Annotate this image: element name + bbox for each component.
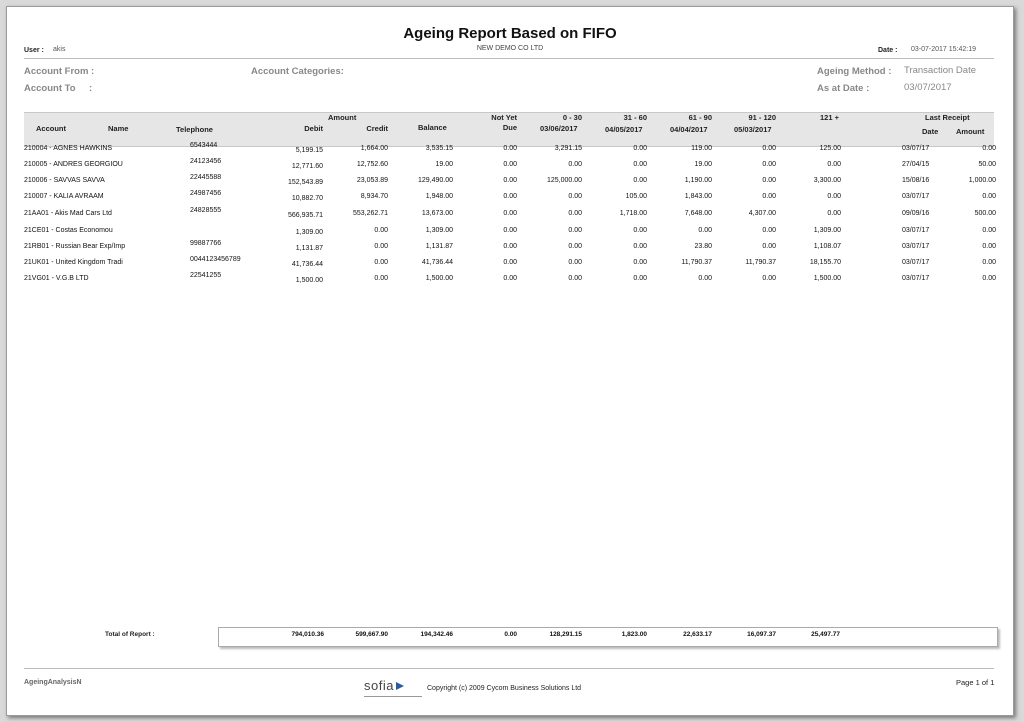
- cell-tel: 22541255: [190, 272, 222, 279]
- cell-b3: 0.00: [698, 227, 712, 234]
- cell-balance: 129,490.00: [417, 177, 453, 184]
- cell-credit: 553,262.71: [352, 210, 388, 217]
- cell-b1: 0.00: [568, 275, 582, 282]
- cell-b2: 0.00: [633, 227, 647, 234]
- cell-tel: 24987456: [190, 190, 222, 197]
- cell-b5: 0.00: [827, 161, 841, 168]
- cell-b1: 0.00: [568, 227, 582, 234]
- col-bucket-61-90: 61 - 90: [688, 113, 712, 122]
- date-value: 03-07-2017 15:42:19: [911, 46, 976, 53]
- cell-balance: 1,309.00: [425, 227, 453, 234]
- cell-lramount: 0.00: [982, 259, 996, 266]
- col-bucket-91-120: 91 - 120: [748, 113, 776, 122]
- cell-b5: 3,300.00: [813, 177, 841, 184]
- cell-b1: 0.00: [568, 210, 582, 217]
- cell-b3: 1,843.00: [684, 193, 712, 200]
- cell-b3: 11,790.37: [681, 259, 712, 266]
- report-name: AgeingAnalysisN: [24, 679, 82, 686]
- cell-tel: 0044123456789: [190, 256, 241, 263]
- cell-account: 210004 - AGNES HAWKINS: [24, 145, 113, 152]
- cell-account: 210007 - KALIA AVRAAM: [24, 193, 104, 200]
- cell-debit: 5,199.15: [295, 147, 323, 154]
- cell-lramount: 1,000.00: [968, 177, 996, 184]
- cell-credit: 1,664.00: [360, 145, 388, 152]
- total-b4: 16,097.37: [747, 631, 776, 638]
- cell-debit: 41,736.44: [291, 261, 323, 268]
- cell-b2: 1,718.00: [619, 210, 647, 217]
- cell-b1: 3,291.15: [554, 145, 582, 152]
- cell-b4: 0.00: [762, 227, 776, 234]
- col-bucket-31-60-date: 04/05/2017: [605, 125, 643, 134]
- col-bucket-0-30: 0 - 30: [562, 113, 582, 122]
- cell-notdue: 0.00: [503, 227, 517, 234]
- cell-balance: 1,500.00: [425, 275, 453, 282]
- cell-b5: 0.00: [827, 210, 841, 217]
- cell-lrdate: 27/04/15: [902, 161, 930, 168]
- cell-b5: 1,309.00: [813, 227, 841, 234]
- cell-debit: 12,771.60: [291, 163, 323, 170]
- col-last-receipt-date: Date: [922, 127, 939, 136]
- col-due: Due: [502, 123, 517, 132]
- footer-divider: [24, 668, 994, 669]
- user-value: akis: [53, 46, 66, 53]
- account-from-label: Account From :: [24, 66, 95, 77]
- cell-b4: 4,307.00: [748, 210, 776, 217]
- cell-credit: 0.00: [374, 275, 388, 282]
- cell-lramount: 50.00: [978, 161, 996, 168]
- cell-b5: 125.00: [819, 145, 841, 152]
- report-page: [6, 6, 1014, 716]
- total-b1: 128,291.15: [549, 631, 582, 638]
- cell-credit: 23,053.89: [356, 177, 388, 184]
- cell-b5: 0.00: [827, 193, 841, 200]
- col-not-yet: Not Yet: [491, 113, 517, 122]
- cell-balance: 13,673.00: [421, 210, 453, 217]
- report-title: Ageing Report Based on FIFO: [403, 25, 617, 42]
- col-credit: Credit: [366, 124, 388, 133]
- total-label: Total of Report :: [105, 631, 155, 638]
- cell-debit: 1,309.00: [295, 229, 323, 236]
- cell-tel: 24123456: [190, 158, 222, 165]
- cell-lrdate: 03/07/17: [902, 259, 930, 266]
- cell-lramount: 0.00: [982, 275, 996, 282]
- cell-notdue: 0.00: [503, 193, 517, 200]
- cell-balance: 1,131.87: [425, 243, 453, 250]
- col-telephone: Telephone: [176, 125, 213, 134]
- cell-b5: 1,500.00: [813, 275, 841, 282]
- cell-b4: 11,790.37: [745, 259, 776, 266]
- cell-b4: 0.00: [762, 145, 776, 152]
- cell-b4: 0.00: [762, 161, 776, 168]
- cell-debit: 1,500.00: [295, 277, 323, 284]
- total-debit: 794,010.36: [291, 631, 324, 638]
- cell-lrdate: 03/07/17: [902, 145, 930, 152]
- col-bucket-61-90-date: 04/04/2017: [670, 125, 708, 134]
- cell-b2: 105.00: [625, 193, 647, 200]
- cell-b2: 0.00: [633, 161, 647, 168]
- col-account: Account: [36, 124, 66, 133]
- cell-tel: 24828555: [190, 207, 222, 214]
- cell-lrdate: 15/08/16: [902, 177, 930, 184]
- page-number: Page 1 of 1: [956, 678, 995, 687]
- account-to-colon: :: [89, 83, 93, 94]
- cell-b5: 1,108.07: [813, 243, 841, 250]
- total-b3: 22,633.17: [683, 631, 712, 638]
- ageing-method-label: Ageing Method :: [817, 66, 892, 77]
- cell-notdue: 0.00: [503, 161, 517, 168]
- total-b2: 1,823.00: [621, 631, 647, 638]
- cell-b1: 0.00: [568, 161, 582, 168]
- col-amount: Amount: [328, 113, 357, 122]
- ageing-method-value: Transaction Date: [904, 65, 976, 76]
- cell-notdue: 0.00: [503, 259, 517, 266]
- cell-b2: 0.00: [633, 275, 647, 282]
- cell-credit: 0.00: [374, 227, 388, 234]
- cell-tel: 22445588: [190, 174, 222, 181]
- cell-lramount: 500.00: [974, 210, 996, 217]
- cell-credit: 0.00: [374, 243, 388, 250]
- cell-account: 21AA01 - Akis Mad Cars Ltd: [24, 210, 112, 217]
- cell-notdue: 0.00: [503, 210, 517, 217]
- cell-b4: 0.00: [762, 275, 776, 282]
- cell-b1: 0.00: [568, 243, 582, 250]
- company-name: NEW DEMO CO LTD: [476, 45, 544, 52]
- sofia-logo: [364, 677, 422, 697]
- cell-b2: 0.00: [633, 243, 647, 250]
- cell-b1: 125,000.00: [546, 177, 582, 184]
- cell-b3: 23.80: [694, 243, 712, 250]
- cell-b4: 0.00: [762, 243, 776, 250]
- header-divider: [24, 58, 994, 59]
- cell-lramount: 0.00: [982, 243, 996, 250]
- cell-balance: 1,948.00: [425, 193, 453, 200]
- cell-b1: 0.00: [568, 259, 582, 266]
- cell-tel: 6543444: [190, 142, 218, 149]
- cell-tel: 99887766: [190, 240, 222, 247]
- cell-b3: 7,648.00: [684, 210, 712, 217]
- cell-account: 21CE01 - Costas Economou: [24, 227, 113, 234]
- copyright: Copyright (c) 2009 Cycom Business Solutions Ltd: [427, 685, 582, 692]
- cell-debit: 1,131.87: [295, 245, 323, 252]
- total-b5: 25,497.77: [811, 631, 840, 638]
- cell-debit: 566,935.71: [287, 212, 323, 219]
- user-label: User :: [24, 47, 44, 54]
- cell-lrdate: 03/07/17: [902, 275, 930, 282]
- cell-debit: 152,543.89: [287, 179, 323, 186]
- total-credit: 599,667.90: [355, 631, 388, 638]
- cell-lramount: 0.00: [982, 227, 996, 234]
- col-bucket-0-30-date: 03/06/2017: [540, 124, 578, 133]
- cell-lramount: 0.00: [982, 193, 996, 200]
- col-name: Name: [108, 124, 129, 133]
- cell-account: 21RB01 - Russian Bear Exp/Imp: [24, 243, 126, 250]
- col-bucket-31-60: 31 - 60: [623, 113, 647, 122]
- cell-lrdate: 03/07/17: [902, 227, 930, 234]
- cell-b5: 18,155.70: [809, 259, 841, 266]
- cell-balance: 19.00: [435, 161, 453, 168]
- cell-account: 210005 - ANDRES GEORGIOU: [24, 161, 123, 168]
- cell-credit: 8,934.70: [360, 193, 388, 200]
- cell-debit: 10,882.70: [291, 195, 323, 202]
- cell-lrdate: 09/09/16: [902, 210, 930, 217]
- total-balance: 194,342.46: [420, 631, 453, 638]
- cell-b2: 0.00: [633, 177, 647, 184]
- cell-lramount: 0.00: [982, 145, 996, 152]
- cell-lrdate: 03/07/17: [902, 243, 930, 250]
- cell-notdue: 0.00: [503, 275, 517, 282]
- cell-lrdate: 03/07/17: [902, 193, 930, 200]
- cell-b3: 19.00: [694, 161, 712, 168]
- account-categories-label: Account Categories:: [251, 66, 344, 77]
- cell-account: 21UK01 - United Kingdom Tradi: [24, 259, 123, 266]
- cell-account: 21VG01 - V.G.B LTD: [24, 275, 89, 282]
- cell-credit: 0.00: [374, 259, 388, 266]
- cell-b4: 0.00: [762, 177, 776, 184]
- account-to-label: Account To: [24, 83, 76, 94]
- cell-credit: 12,752.60: [356, 161, 388, 168]
- col-last-receipt-amount: Amount: [956, 127, 985, 136]
- cell-b3: 119.00: [691, 145, 712, 152]
- cell-b1: 0.00: [568, 193, 582, 200]
- cell-b4: 0.00: [762, 193, 776, 200]
- cell-b3: 0.00: [698, 275, 712, 282]
- logo-arrow-icon: [396, 682, 404, 690]
- col-balance: Balance: [418, 123, 447, 132]
- sofia-logo-text: sofia: [364, 678, 394, 693]
- cell-notdue: 0.00: [503, 145, 517, 152]
- cell-notdue: 0.00: [503, 243, 517, 250]
- cell-b2: 0.00: [633, 145, 647, 152]
- cell-balance: 41,736.44: [421, 259, 453, 266]
- col-bucket-91-120-date: 05/03/2017: [734, 125, 772, 134]
- as-at-date-label: As at Date :: [817, 83, 870, 94]
- col-last-receipt: Last Receipt: [925, 113, 970, 122]
- col-bucket-121-plus: 121 +: [820, 113, 839, 122]
- total-notdue: 0.00: [504, 631, 517, 638]
- col-debit: Debit: [304, 124, 323, 133]
- as-at-date-value: 03/07/2017: [904, 82, 952, 93]
- date-label: Date :: [878, 47, 898, 54]
- cell-balance: 3,535.15: [425, 145, 453, 152]
- cell-account: 210006 - SAVVAS SAVVA: [24, 177, 105, 184]
- cell-notdue: 0.00: [503, 177, 517, 184]
- cell-b2: 0.00: [633, 259, 647, 266]
- cell-b3: 1,190.00: [684, 177, 712, 184]
